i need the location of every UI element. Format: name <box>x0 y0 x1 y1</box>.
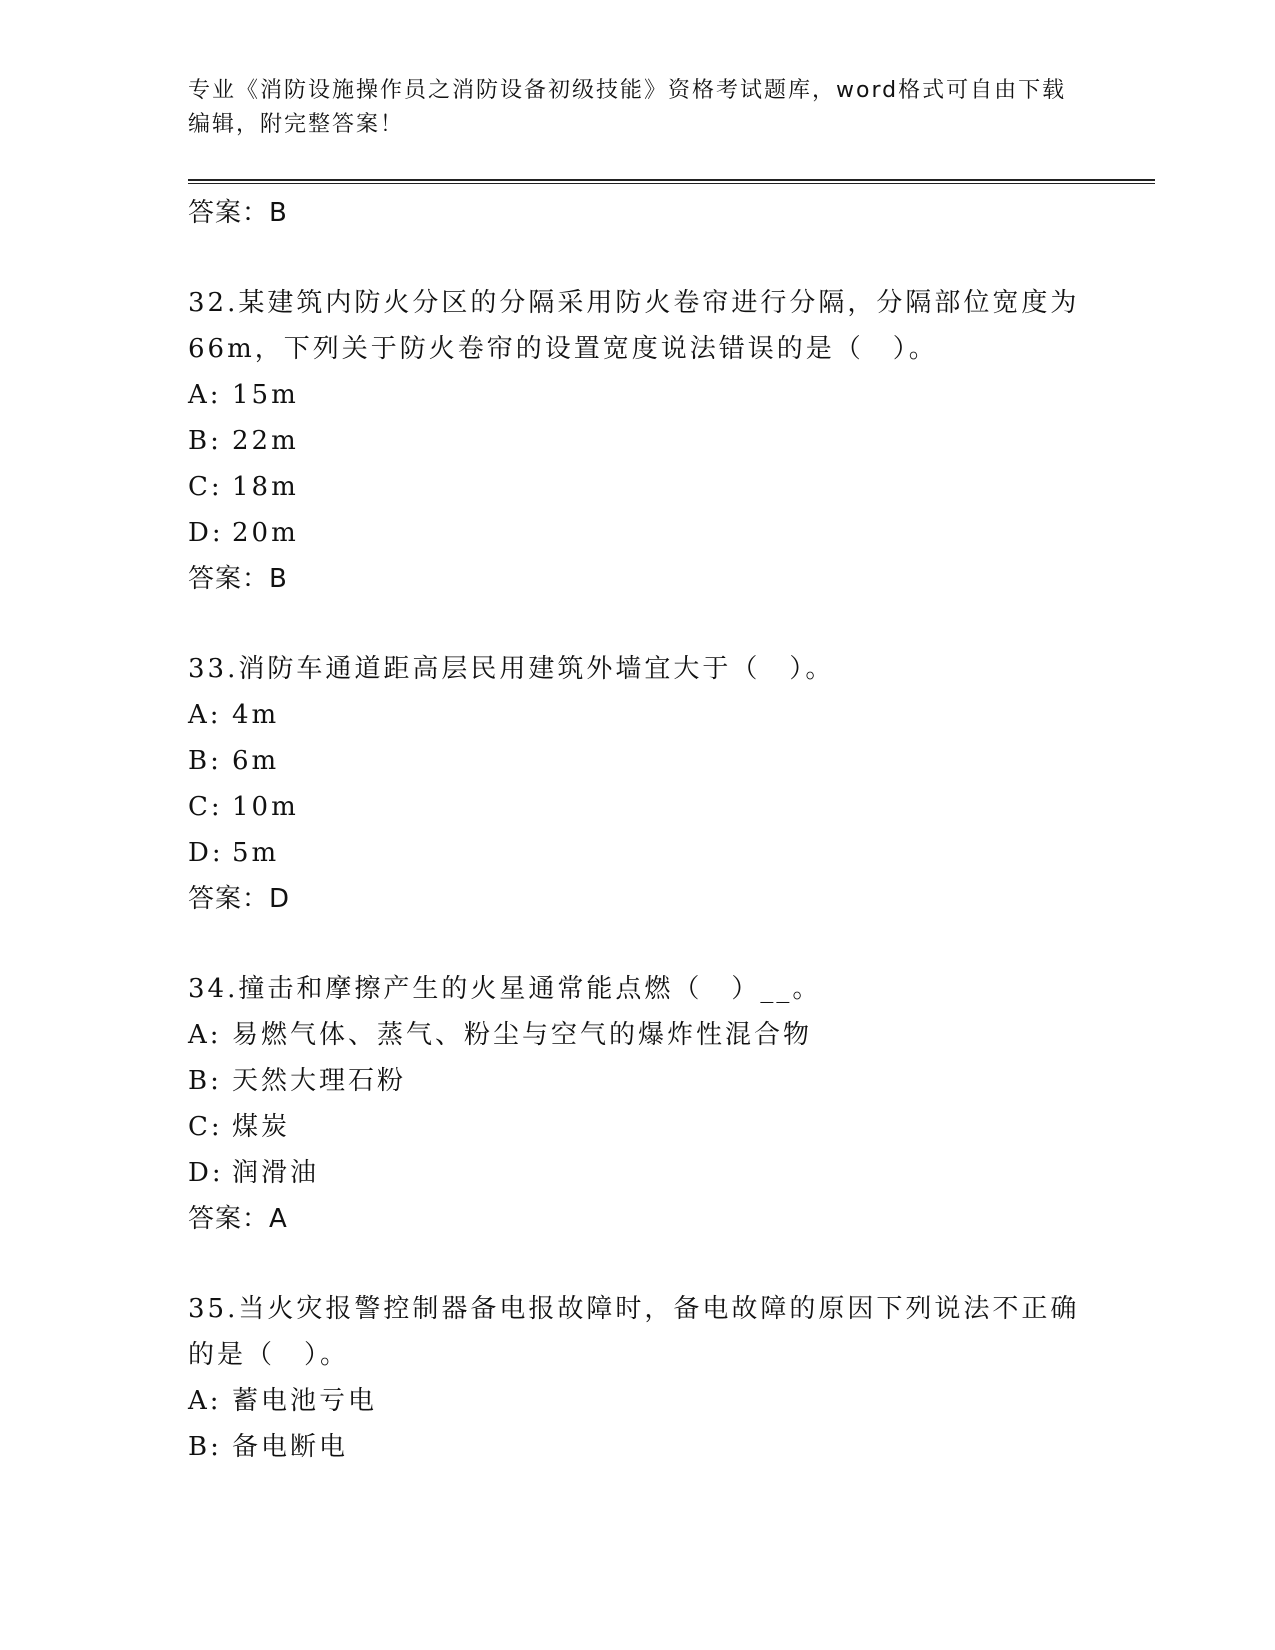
option-d <box>188 1150 1088 1196</box>
option-text: 天然大理石粉 <box>232 1066 407 1096</box>
option-text: 备电断电 <box>232 1432 349 1462</box>
option-text: 润滑油 <box>232 1158 320 1188</box>
option-text: 18m <box>232 472 299 502</box>
option-a <box>188 692 1088 738</box>
option-text: 易燃气体、蒸气、粉尘与空气的爆炸性混合物 <box>232 1020 813 1050</box>
option-letter: A: <box>188 1020 222 1050</box>
answer-line: 答案：D <box>188 884 291 914</box>
answer-line: 答案：A <box>188 1204 288 1234</box>
question-stem: 33.消防车通道距高层民用建筑外墙宜大于（ ）。 <box>188 654 835 684</box>
option-letter: D: <box>188 518 224 548</box>
option-a <box>188 372 1088 418</box>
option-letter: D: <box>188 1158 224 1188</box>
option-text: 4m <box>232 700 280 730</box>
question-33 <box>188 646 1088 922</box>
option-b <box>188 738 1088 784</box>
option-letter: A: <box>188 700 222 730</box>
option-letter: D: <box>188 838 224 868</box>
question-stem: 35.当火灾报警控制器备电报故障时，备电故障的原因下列说法不正确的是（ ）。 <box>188 1294 1080 1370</box>
answer-line: 答案：B <box>188 564 288 594</box>
option-b <box>188 418 1088 464</box>
option-text: 20m <box>232 518 299 548</box>
option-letter: B: <box>188 426 222 456</box>
option-text: 煤炭 <box>232 1112 291 1142</box>
option-d <box>188 830 1088 876</box>
question-stem: 32.某建筑内防火分区的分隔采用防火卷帘进行分隔，分隔部位宽度为66m，下列关于防火卷帘的设置宽度说法错误的是（ ）。 <box>188 288 1080 364</box>
option-a <box>188 1378 1088 1424</box>
option-text: 10m <box>232 792 299 822</box>
option-letter: A: <box>188 1386 222 1416</box>
option-c <box>188 1104 1088 1150</box>
document-body <box>188 190 1088 1470</box>
option-d <box>188 510 1088 556</box>
question-stem: 34.撞击和摩擦产生的火星通常能点燃（ ）__。 <box>188 974 822 1004</box>
answer-line: 答案：B <box>188 198 288 228</box>
option-text: 6m <box>232 746 280 776</box>
page-header: 专业《消防设施操作员之消防设备初级技能》资格考试题库，word格式可自由下载编辑，附完整答案！ <box>188 78 1067 137</box>
question-35 <box>188 1286 1088 1470</box>
option-b <box>188 1424 1088 1470</box>
option-b <box>188 1058 1088 1104</box>
option-letter: C: <box>188 472 223 502</box>
option-letter: B: <box>188 1432 222 1462</box>
option-letter: C: <box>188 792 223 822</box>
question-34 <box>188 966 1088 1242</box>
option-c <box>188 784 1088 830</box>
option-letter: B: <box>188 1066 222 1096</box>
option-a <box>188 1012 1088 1058</box>
question-32 <box>188 280 1088 602</box>
option-text: 5m <box>232 838 280 868</box>
option-text: 蓄电池亏电 <box>232 1386 378 1416</box>
option-text: 22m <box>232 426 299 456</box>
option-letter: C: <box>188 1112 223 1142</box>
option-text: 15m <box>232 380 299 410</box>
option-c <box>188 464 1088 510</box>
option-letter: A: <box>188 380 222 410</box>
header-divider <box>188 179 1155 184</box>
option-letter: B: <box>188 746 222 776</box>
